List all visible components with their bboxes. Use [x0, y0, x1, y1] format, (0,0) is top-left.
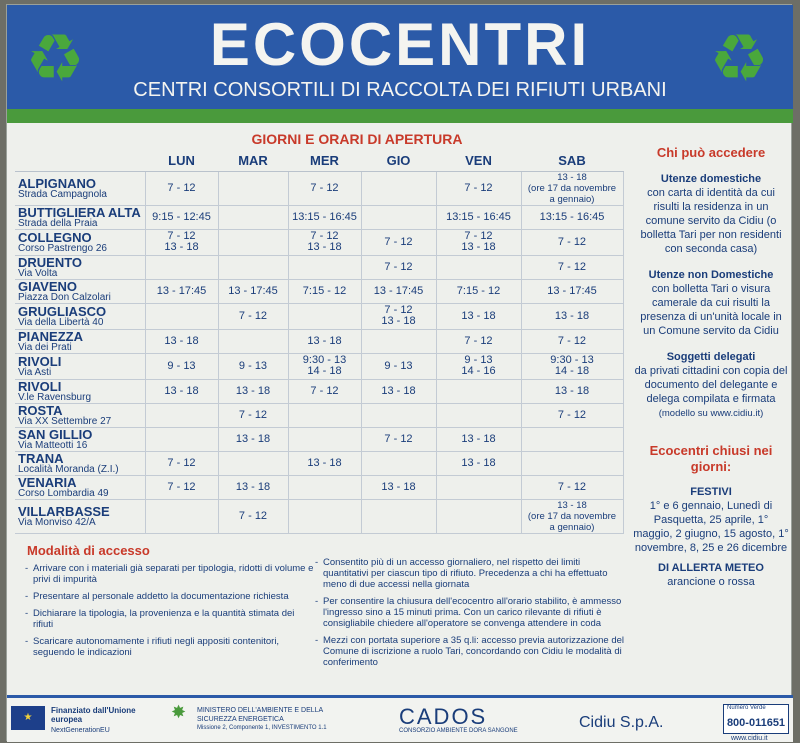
table-row [15, 403, 623, 427]
opening-hours-cell: 7 - 12 [361, 229, 436, 255]
opening-hours-cell: 7 - 12 13 - 18 [288, 229, 361, 255]
ministry-star-icon: ✸ [171, 702, 187, 722]
table-row [15, 279, 623, 303]
ecocentro-name: BUTTIGLIERA ALTA [18, 204, 141, 220]
opening-hours-cell: 13 - 18 [218, 475, 288, 499]
ecocentro-name-cell [15, 303, 145, 329]
opening-hours-cell [361, 451, 436, 475]
table-row [15, 379, 623, 403]
ecocentro-name: DRUENTO [18, 254, 83, 270]
table-row [15, 229, 623, 255]
header-banner [7, 5, 793, 109]
closed-days-title: Ecocentri chiusi nei giorni: [649, 443, 773, 474]
access-rule: - Per consentire la chiusura dell'ecocentro all'orario stabilito, è ammesso l'ingresso sino a 15 minuti prima. Con un carico rilevante di rifiuti è consigliabile chiedere all'operatore se convenga attendere in coda [315, 596, 625, 629]
opening-hours-cell: 13:15 - 16:45 [436, 205, 521, 229]
ecocentro-name-cell [15, 279, 145, 303]
access-rules-right [315, 557, 625, 674]
opening-hours-cell: 9 - 13 [361, 353, 436, 379]
opening-hours-cell [436, 403, 521, 427]
opening-hours-cell: 7:15 - 12 [436, 279, 521, 303]
opening-hours-cell: 13 - 17:45 [145, 279, 218, 303]
ecocentro-name: GRUGLIASCO [18, 303, 107, 319]
opening-hours-cell: 9 - 13 [145, 353, 218, 379]
opening-hours-cell: 13 - 18 [288, 451, 361, 475]
ecocentro-address: V.le Ravensburg [18, 391, 92, 403]
opening-hours-cell: 13 - 18 (ore 17 da novembre a gennaio) [521, 499, 623, 533]
ecocentro-address: Via XX Settembre 27 [18, 415, 112, 427]
opening-hours-cell: 13 - 17:45 [521, 279, 623, 303]
delegates-heading: Soggetti delegati [666, 351, 756, 363]
holidays-info [633, 485, 789, 555]
delegates-note: (modello su www.cidiu.it) [658, 408, 764, 419]
header-divider [7, 109, 793, 123]
opening-hours-cell [288, 255, 361, 279]
nondomestic-users-heading: Utenze non Domestiche [648, 269, 774, 281]
weather-alert-info [633, 561, 789, 589]
ecocentro-name-cell [15, 255, 145, 279]
access-rule: - Arrivare con i materiali già separati per tipologia, ridotti di volume e privi di impurità [25, 563, 315, 585]
opening-hours-cell: 7 - 12 [521, 329, 623, 353]
access-rule: - Scaricare autonomamente i rifiuti negli appositi contenitori, seguendo le indicazioni [25, 636, 315, 658]
opening-hours-cell: 9:15 - 12:45 [145, 205, 218, 229]
opening-hours-cell [218, 255, 288, 279]
who-can-access-title: Chi può accedere [656, 145, 766, 160]
opening-hours-cell: 13 - 18 [521, 303, 623, 329]
cidiu-logo: Cidiu S.p.A. [579, 714, 664, 731]
ministry-sub-text: Missione 2, Componente 1, INVESTIMENTO 1.1 [197, 725, 327, 731]
opening-hours-cell: 9 - 13 [218, 353, 288, 379]
schedule-title: GIORNI E ORARI DI APERTURA [251, 131, 463, 147]
ecocentro-address: Via dei Prati [18, 341, 72, 353]
opening-hours-cell: 7 - 12 [361, 427, 436, 451]
opening-hours-cell: 13 - 18 [218, 379, 288, 403]
footer-logos [7, 695, 793, 742]
holidays-text: 1° e 6 gennaio, Lunedì di Pasquetta, 25 aprile, 1° maggio, 2 giugno, 15 agosto, 1° novembre, 8, 25 e 26 dicembre [633, 500, 789, 554]
access-rule: - Consentito più di un accesso giornaliero, nel rispetto dei limiti quantitativi per ciascun tipo di rifiuto. Precedenza a chi ha effettuato meno di due accessi nella giornata [315, 557, 625, 590]
cados-logo: CADOS [399, 704, 488, 729]
ecocentro-name: GIAVENO [18, 278, 77, 294]
opening-hours-cell [521, 451, 623, 475]
domestic-users-text: con carta di identità da cui risulti la residenza in un comune servito da Cidiu (o bolletta Tari per non residenti con seconda casa) [640, 187, 782, 255]
opening-hours-cell: 7 - 12 [521, 229, 623, 255]
opening-hours-cell: 7 - 12 [436, 329, 521, 353]
ecocentro-name: VILLARBASSE [18, 503, 110, 519]
opening-hours-cell [521, 427, 623, 451]
ecocentro-name: SAN GILLIO [18, 426, 93, 442]
corner-cell [15, 151, 145, 171]
access-rules-title: Modalità di accesso [27, 543, 150, 558]
ecocentro-name-cell [15, 427, 145, 451]
ecocentro-name: COLLEGNO [18, 229, 92, 245]
ecocentro-name-cell [15, 329, 145, 353]
opening-hours-cell: 13 - 18 [361, 475, 436, 499]
opening-hours-cell: 7 - 12 [288, 379, 361, 403]
opening-hours-cell: 7 - 12 [218, 303, 288, 329]
day-header: MER [288, 151, 361, 171]
opening-hours-cell: 7 - 12 [288, 171, 361, 205]
opening-hours-cell [145, 499, 218, 533]
opening-hours-cell: 13 - 18 [361, 379, 436, 403]
nondomestic-users-info [633, 268, 789, 338]
ecocentro-address: Corso Pastrengo 26 [18, 242, 107, 254]
opening-hours-cell: 7:15 - 12 [288, 279, 361, 303]
opening-hours-cell: 7 - 12 13 - 18 [436, 229, 521, 255]
toll-free-label: Numero Verde [727, 705, 766, 711]
day-header: MAR [218, 151, 288, 171]
table-row [15, 255, 623, 279]
opening-hours-cell [436, 379, 521, 403]
table-row [15, 353, 623, 379]
opening-hours-cell: 13 - 17:45 [361, 279, 436, 303]
opening-hours-cell: 7 - 12 [521, 255, 623, 279]
opening-hours-cell: 7 - 12 [218, 403, 288, 427]
opening-hours-cell: 7 - 12 [361, 255, 436, 279]
opening-hours-cell: 13 - 18 [436, 451, 521, 475]
opening-hours-cell [218, 451, 288, 475]
ecocentro-address: Via della Libertà 40 [18, 316, 104, 328]
opening-hours-cell [436, 255, 521, 279]
info-board [6, 4, 792, 741]
ecocentro-name: VENARIA [18, 474, 77, 490]
opening-hours-cell: 7 - 12 13 - 18 [361, 303, 436, 329]
opening-hours-cell: 13 - 18 [288, 329, 361, 353]
access-rule: - Presentare al personale addetto la documentazione richiesta [25, 591, 315, 602]
opening-hours-cell: 7 - 12 [521, 403, 623, 427]
ecocentro-address: Strada della Praia [18, 217, 98, 229]
domestic-users-info [633, 172, 789, 256]
table-row [15, 427, 623, 451]
access-rule: - Dichiarare la tipologia, la provenienza e la quantità stimata dei rifiuti [25, 608, 315, 630]
ecocentro-name-cell [15, 205, 145, 229]
opening-hours-cell: 13 - 18 [218, 427, 288, 451]
delegates-info [633, 350, 789, 421]
opening-hours-cell: 7 - 12 13 - 18 [145, 229, 218, 255]
ecocentro-address: Via Monviso 42/A [18, 516, 96, 528]
opening-hours-cell: 7 - 12 [145, 451, 218, 475]
opening-hours-cell: 13:15 - 16:45 [288, 205, 361, 229]
ecocentro-name: RIVOLI [18, 353, 62, 369]
opening-hours-cell: 7 - 12 [145, 171, 218, 205]
opening-hours-cell [218, 229, 288, 255]
ecocentro-name-cell [15, 229, 145, 255]
ecocentro-name: ROSTA [18, 402, 63, 418]
opening-hours-cell [361, 403, 436, 427]
opening-hours-cell [361, 499, 436, 533]
table-row [15, 499, 623, 533]
schedule-header-row [15, 151, 623, 171]
ecocentro-name-cell [15, 353, 145, 379]
ecocentro-address: Via Asti [18, 366, 52, 378]
recycle-icon: ♻ [25, 20, 85, 97]
opening-hours-cell: 13 - 18 [145, 379, 218, 403]
domestic-users-heading: Utenze domestiche [660, 173, 762, 185]
opening-hours-cell: 9:30 - 13 14 - 18 [521, 353, 623, 379]
opening-hours-cell [145, 303, 218, 329]
ecocentro-name-cell [15, 171, 145, 205]
ecocentro-address: Corso Lombardia 49 [18, 487, 109, 499]
opening-hours-cell [218, 205, 288, 229]
opening-hours-cell [288, 303, 361, 329]
table-row [15, 303, 623, 329]
ecocentro-name: RIVOLI [18, 378, 62, 394]
ecocentro-name-cell [15, 403, 145, 427]
toll-free-number: 800-011651 [723, 704, 789, 734]
opening-hours-cell: 13 - 18 [436, 427, 521, 451]
ecocentro-address: Via Matteotti 16 [18, 439, 88, 451]
access-rule: - Mezzi con portata superiore a 35 q.li: accesso previa autorizzazione del Comune di iscrizione a ruolo Tari, concordando con Cidiu le modalità di conferimento [315, 635, 625, 668]
eu-flag-icon: ★ [11, 706, 45, 730]
table-row [15, 451, 623, 475]
ecocentro-address: Località Moranda (Z.I.) [18, 463, 119, 475]
ecocentro-name: TRANA [18, 450, 64, 466]
nondomestic-users-text: con bolletta Tari o visura camerale da cui risulti la presenza di un'unità locale in un Comune servito da Cidiu [640, 283, 782, 337]
opening-hours-cell [145, 255, 218, 279]
opening-hours-cell [218, 171, 288, 205]
opening-hours-cell [218, 329, 288, 353]
ecocentro-name: ALPIGNANO [18, 175, 96, 191]
ecocentro-name-cell [15, 499, 145, 533]
page-subtitle: CENTRI CONSORTILI DI RACCOLTA DEI RIFIUTI URBANI [133, 79, 667, 101]
page-title: ECOCENTRI [209, 11, 591, 78]
opening-hours-cell: 7 - 12 [521, 475, 623, 499]
opening-hours-cell: 7 - 12 [145, 475, 218, 499]
opening-hours-cell [436, 499, 521, 533]
ecocentro-name-cell [15, 475, 145, 499]
ecocentro-address: Via Volta [18, 267, 58, 279]
day-header: GIO [361, 151, 436, 171]
delegates-text: da privati cittadini con copia del documento del delegante e delega compilata e firmata [634, 365, 788, 405]
opening-hours-cell: 13 - 18 [521, 379, 623, 403]
opening-hours-cell [436, 475, 521, 499]
opening-hours-cell: 9:30 - 13 14 - 18 [288, 353, 361, 379]
day-header: LUN [145, 151, 218, 171]
ecocentro-name: PIANEZZA [18, 328, 83, 344]
opening-hours-cell: 7 - 12 [218, 499, 288, 533]
opening-hours-cell [361, 171, 436, 205]
opening-hours-cell: 13 - 17:45 [218, 279, 288, 303]
table-row [15, 205, 623, 229]
opening-hours-cell [145, 403, 218, 427]
access-rules-left [25, 563, 315, 664]
opening-hours-cell: 13 - 18 (ore 17 da novembre a gennaio) [521, 171, 623, 205]
table-row [15, 475, 623, 499]
eu-funding-text: Finanziato dall'Unione europea [51, 706, 136, 724]
ecocentro-address: Strada Campagnola [18, 188, 107, 200]
ministry-text: MINISTERO DELL'AMBIENTE E DELLA SICUREZZA ENERGETICA [197, 707, 323, 723]
schedule-table [15, 151, 624, 534]
opening-hours-cell [288, 475, 361, 499]
opening-hours-cell: 7 - 12 [436, 171, 521, 205]
opening-hours-cell: 13 - 18 [145, 329, 218, 353]
opening-hours-cell [288, 403, 361, 427]
opening-hours-cell [288, 499, 361, 533]
table-row [15, 171, 623, 205]
side-panel [633, 135, 789, 589]
opening-hours-cell [361, 205, 436, 229]
table-row [15, 329, 623, 353]
cados-subtitle: CONSORZIO AMBIENTE DORA SANGONE [399, 728, 518, 734]
opening-hours-cell [145, 427, 218, 451]
ecocentro-address: Piazza Don Calzolari [18, 291, 111, 303]
weather-alert-heading: DI ALLERTA METEO [658, 562, 764, 574]
website-text: www.cidiu.it [731, 735, 768, 742]
holidays-heading: FESTIVI [690, 486, 732, 498]
ecocentro-name-cell [15, 451, 145, 475]
day-header: VEN [436, 151, 521, 171]
opening-hours-cell: 13:15 - 16:45 [521, 205, 623, 229]
opening-hours-cell [361, 329, 436, 353]
opening-hours-cell: 9 - 13 14 - 16 [436, 353, 521, 379]
ecocentro-name-cell [15, 379, 145, 403]
eu-nextgen-text: NextGenerationEU [51, 727, 110, 734]
day-header: SAB [521, 151, 623, 171]
recycle-icon: ♻ [709, 20, 769, 97]
opening-hours-cell [288, 427, 361, 451]
opening-hours-cell: 13 - 18 [436, 303, 521, 329]
weather-alert-text: arancione o rossa [667, 576, 755, 588]
